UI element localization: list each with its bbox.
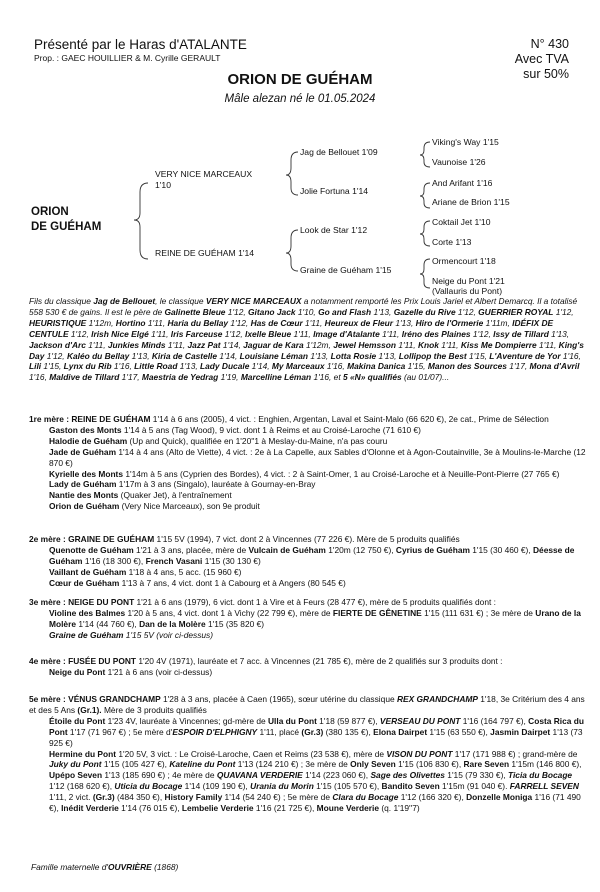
presenter-line: Présenté par le Haras d'ATALANTE: [34, 37, 247, 52]
fourth-dam-header: 4e mère : FUSÉE DU PONT 1'20 4V (1971), lauréate et 7 acc. à Vincennes (21 785 €), mère de 2 qualifiés sur 3 produits dont :: [29, 656, 503, 666]
produce-item: Halodie de Guéham (Up and Quick), qualifiée en 1'20''1 à Meslay-du-Maine, n'a pas couru: [49, 435, 388, 446]
second-dam-header: 2e mère : GRAINE DE GUÉHAM 1'15 5V (1994), 7 vict. dont 2 à Vincennes (77 226 €). Mère de 5 produits qualifiés: [29, 534, 460, 544]
produce-item: Violine des Balmes 1'20 à 5 ans, 4 vict. dont 1 à Vichy (22 799 €), mère de FIERTE DE GÊNETINE 1'15 (111 631 €) ; 3e mère de Urano de la Molère 1'14 (44 760 €), Dan de la Molère 1'15 (35 820 €): [49, 607, 581, 629]
maternal-family: Famille maternelle d'OUVRIÈRE (1868): [31, 862, 179, 872]
produce-item: Hermine du Pont 1'20 5V, 3 vict. : Le Croisé-Laroche, Caen et Reims (23 538 €), mère de VISON DU PONT 1'17 (171 988 €) ; grand-mère de Juky du Pont 1'15 (105 427 €), Kateline du Pont 1'13 (124 210 €) ; 3e mère de Only Seven 1'15 (106 830 €), Rare Seven 1'15m (146 800 €), Upépo Seven 1'13 (185 690 €) ; 4e mère de QUAVANA VERDERIE 1'14 (223 060 €), Sage des Olivettes 1'15 (79 330 €), Ticia du Bocage 1'12 (168 620 €), Uticia du Bocage 1'14 (109 190 €), Urania du Morin 1'15 (105 570 €), Bandito Seven 1'15m (91 040 €). FARRELL SEVEN 1'11, 2 vict. (Gr.3) (484 350 €), History Family 1'14 (54 240 €) ; 5e mère de Clara du Bocage 1'12 (166 320 €), Donzelle Moniga 1'16 (71 490 €), Inédit Verderie 1'14 (76 015 €), Lembelie Verderie 1'16 (21 725 €), Moune Verderie (q. 1'19''7): [49, 748, 582, 814]
third-dam-section: [29, 597, 589, 641]
bracket-l2-top: [286, 152, 298, 195]
third-dam-header: 3e mère : NEIGE DU PONT 1'21 à 6 ans (1979), 6 vict. dont 1 à Vire et à Feurs (28 477 €), mère de 5 produits qualifiés dont :: [29, 597, 496, 607]
produce-item: Neige du Pont 1'21 à 6 ans (voir ci-dessus): [49, 666, 213, 677]
dss: Coktail Jet 1'10: [432, 217, 491, 227]
produce-item: Graine de Guéham 1'15 5V (voir ci-dessus): [49, 629, 214, 640]
produce-item: Gaston des Monts 1'14 à 5 ans (Tag Wood), 9 vict. dont 1 à Reims et au Croisé-Laroche (71 610 €): [49, 424, 421, 435]
lot-number: N° 430: [530, 37, 569, 51]
bracket-l3-1: [420, 142, 430, 167]
horse-title: ORION DE GUÉHAM: [227, 71, 373, 88]
first-dam-section: [29, 414, 589, 512]
bracket-l3-4: [420, 259, 430, 288]
sire-sire: Jag de Bellouet 1'09: [300, 147, 378, 157]
second-dam-section: [29, 534, 589, 589]
bracket-l3-3: [420, 221, 430, 246]
sss: Viking's Way 1'15: [432, 137, 499, 147]
produce-item: Orion de Guéham (Very Nice Marceaux), son 9e produit: [49, 501, 260, 512]
sds: And Arifant 1'16: [432, 178, 493, 188]
dam-sire: Look de Star 1'12: [300, 225, 368, 235]
sire-dam: Jolie Fortuna 1'14: [300, 186, 369, 196]
sire-description: Fils du classique Jag de Bellouet, le classique VERY NICE MARCEAUX a notamment remporté les Prix Louis Jariel et Albert Demarcq. Il a totalisé 558 530 € de gains. Il est le père de Galinette Bleue 1'12, Gitano Jack 1'10, Go and Flash 1'13, Gazelle du Rive 1'12, GUERRIER ROYAL 1'12, HEURISTIQUE 1'12m, Hortino 1'11, Haria du Bellay 1'12, Has de Cœur 1'11, Heureux de Fleur 1'13, Hiro de l'Ormerie 1'11m, IDÉFIX DE CENTULE 1'12, Irish Nice Elgé 1'11, Iris Farceuse 1'12, Ixelle Bleue 1'11, Image d'Atalante 1'11, Iréno des Plaines 1'12, Issy de Tillard 1'13, Jackson d'Arc 1'11, Junkies Minds 1'11, Jazz Pat 1'14, Jaguar de Kara 1'12m, Jewel Hemsson 1'11, Knok 1'11, Kiss Me Dompierre 1'11, King's Day 1'12, Kaléo du Bellay 1'13, Kiria de Castelle 1'14, Louisiane Léman 1'13, Lotta Rosie 1'13, Lollipop the Best 1'15, L'Aventure de Yor 1'16, Lili 1'15, Lynx du Rib 1'16, Little Road 1'13, Lady Ducale 1'14, My Marceaux 1'16, Makina Danica 1'15, Manon des Sources 1'17, Mona d'Avril 1'16, Maldive de Tillard 1'17, Maestria de Yedrag 1'19, Marcelline Léman 1'16, et 5 «N» qualifiés (au 01/07)...: [29, 296, 584, 383]
pedigree-horse-name: ORION DE GUÉHAM: [31, 206, 102, 233]
dsd: Corte 1'13: [432, 237, 472, 247]
produce-item: Vaillant de Guéham 1'18 à 4 ans, 5 acc. (15 960 €): [49, 566, 242, 577]
tva-label: Avec TVA: [514, 52, 569, 66]
produce-item: Quenotte de Guéham 1'21 à 3 ans, placée, mère de Vulcain de Guéham 1'20m (12 750 €), Cyrius de Guéham 1'15 (30 460 €), Déesse de Guéham 1'16 (18 300 €), French Vasani 1'15 (30 130 €): [49, 544, 575, 566]
produce-item: Cœur de Guéham 1'13 à 7 ans, 4 vict. dont 1 à Cabourg et à Angers (80 545 €): [49, 577, 346, 588]
produce-item: Nantie des Monts (Quaker Jet), à l'entraînement: [49, 490, 232, 501]
ddd: Neige du Pont 1'21 (Vallauris du Pont): [432, 276, 505, 296]
produce-item: Lady de Guéham 1'17m à 3 ans (Singalo), lauréate à Gournay-en-Bray: [49, 479, 316, 490]
bracket-l2-bottom: [286, 230, 298, 271]
produce-item: Jade de Guéham 1'14 à 4 ans (Alto de Viette), 4 vict. : 2e à La Capelle, aux Sables d'Olonne et à Agon-Coutainville, 3e à Moulins-le-Marche (12 870 €): [49, 446, 586, 468]
dds: Ormencourt 1'18: [432, 256, 496, 266]
sdd: Ariane de Brion 1'15: [432, 197, 510, 207]
bracket-l1: [134, 183, 148, 259]
horse-description: Mâle alezan né le 01.05.2024: [224, 93, 376, 105]
bracket-l3-2: [420, 183, 430, 208]
dam: REINE DE GUÉHAM 1'14: [155, 248, 255, 258]
ssd: Vaunoise 1'26: [432, 157, 486, 167]
fifth-dam-section: [29, 694, 589, 814]
fifth-dam-header: 5e mère : VÉNUS GRANDCHAMP 1'28 à 3 ans, placée à Caen (1965), sœur utérine du classique REX GRANDCHAMP 1'18, 3e Critérium des 4 ans et des 5 Ans (Gr.1). Mère de 3 produits qualifiés: [29, 694, 585, 715]
produce-item: Kyrielle des Monts 1'14m à 5 ans (Cyprien des Bordes), 4 vict. : 2 à Saint-Omer, 1 au Croisé-Laroche et à Neuille-Pont-Pierre (27 765 €): [49, 468, 560, 479]
dam-dam: Graine de Guéham 1'15: [300, 265, 392, 275]
fourth-dam-section: [29, 656, 589, 678]
owner-line: Prop. : GAEC HOUILLIER & M. Cyrille GERAULT: [34, 53, 221, 63]
produce-item: Étoile du Pont 1'23 4V, lauréate à Vincennes; gd-mère de Ulla du Pont 1'18 (59 877 €), VERSEAU DU PONT 1'16 (164 797 €), Costa Rica du Pont 1'17 (71 967 €) ; 5e mère d'ESPOIR D'ELPHIGNY 1'11, placé (Gr.3) (380 135 €), Elona Dairpet 1'15 (63 550 €), Jasmin Dairpet 1'13 (73 925 €): [49, 715, 585, 748]
first-dam-header: 1re mère : REINE DE GUÉHAM 1'14 à 6 ans (2005), 4 vict. : Enghien, Argentan, Laval et Saint-Malo (66 620 €), 2e cat., Prime de Sélection: [29, 414, 549, 424]
sire: VERY NICE MARCEAUX 1'10: [155, 169, 253, 190]
reserve-label: sur 50%: [523, 67, 569, 81]
